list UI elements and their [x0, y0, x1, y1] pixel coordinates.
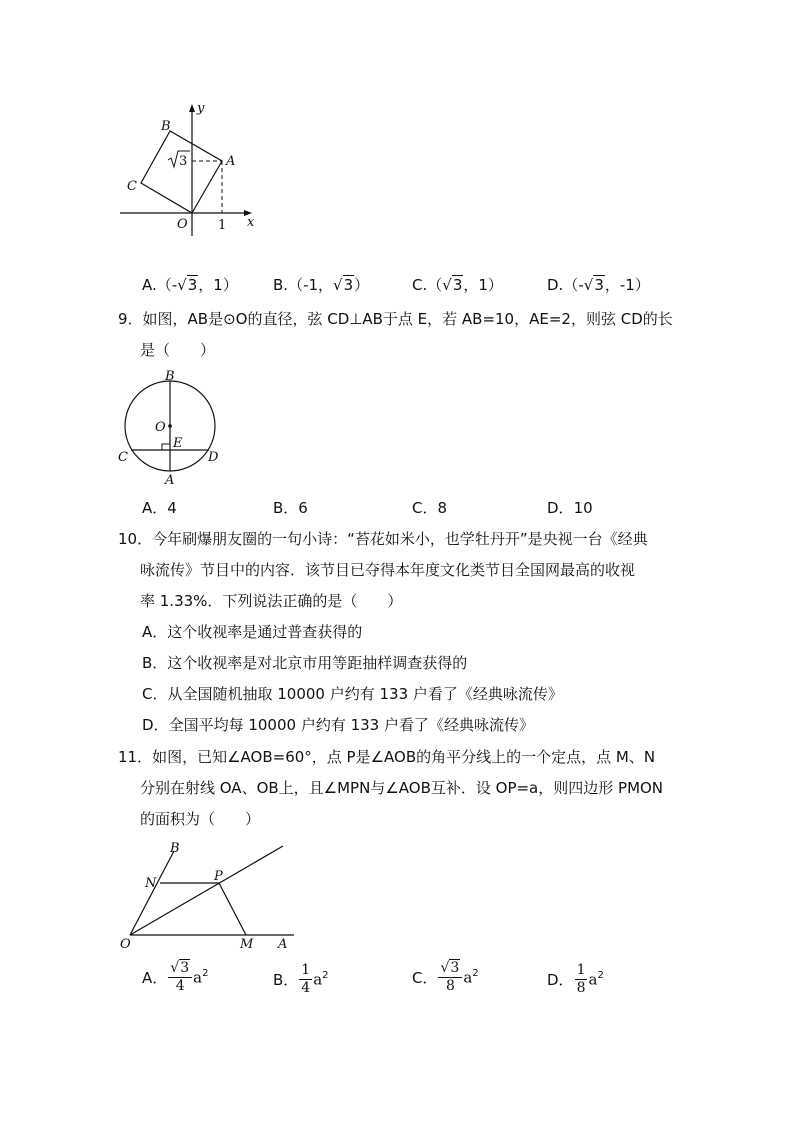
option-value: 8	[437, 499, 448, 517]
q8-figure	[110, 96, 270, 236]
option-post: ，1）	[198, 276, 238, 294]
q9-option-d[interactable]	[547, 497, 593, 518]
fraction	[299, 962, 312, 997]
q10-stem-line1: 10．今年刷爆朋友圈的一句小诗：“苔花如米小，也学牡丹开”是央视一台《经典	[118, 530, 648, 548]
fraction	[575, 962, 588, 997]
option-text: 全国平均每 10000 户约有 133 户看了《经典咏流传》	[168, 716, 534, 734]
option-letter: C．	[412, 499, 438, 517]
option-letter: C．	[142, 685, 168, 703]
label-o: O	[155, 420, 166, 435]
q11-stem-line1: 11．如图，已知∠AOB=60°，点 P是∠AOB的角平分线上的一个定点，点 M、N	[118, 748, 656, 766]
q9-figure	[112, 366, 227, 488]
label-a: A	[165, 473, 175, 488]
option-letter: D．	[142, 716, 169, 734]
q11-option-d[interactable]	[547, 962, 604, 997]
label-c: C	[118, 450, 128, 465]
segment-pm	[219, 883, 246, 935]
option-text: 这个收视率是对北京市用等距抽样调查获得的	[167, 654, 468, 672]
sqrt-symbol: √3	[177, 276, 198, 294]
sqrt-symbol: √3	[333, 276, 354, 294]
right-angle-mark	[162, 444, 170, 450]
option-letter: C.	[412, 276, 428, 294]
q11-stem-line3: 的面积为（ ）	[140, 810, 261, 828]
option-letter: A．	[142, 969, 168, 987]
label-p: P	[214, 869, 223, 884]
q11-option-b[interactable]	[273, 962, 329, 997]
label-b: B	[170, 841, 180, 856]
option-letter: B．	[142, 654, 168, 672]
option-letter: A.	[142, 276, 157, 294]
denominator: 4	[175, 978, 185, 994]
numerator	[438, 960, 462, 978]
denominator: 8	[576, 980, 586, 996]
exponent: 2	[472, 968, 479, 979]
sqrt-symbol: √3	[442, 276, 463, 294]
q9-option-b[interactable]	[273, 497, 308, 518]
q11-option-c[interactable]	[412, 960, 479, 995]
label-one: 1	[218, 218, 227, 233]
q9-option-a[interactable]	[142, 497, 177, 518]
radicand: 3	[343, 276, 354, 294]
option-letter: D．	[547, 971, 574, 989]
numerator	[168, 960, 192, 978]
center-dot	[168, 424, 172, 428]
label-sqrt3: 3	[179, 154, 188, 169]
numerator: 1	[576, 962, 586, 978]
option-pre: （-	[156, 276, 178, 294]
option-text: 从全国随机抽取 10000 户约有 133 户看了《经典咏流传》	[167, 685, 563, 703]
y-axis-arrow	[189, 104, 195, 112]
label-x: x	[247, 215, 255, 230]
q8-option-a[interactable]	[142, 274, 238, 295]
sqrt-symbol: √3	[440, 960, 460, 976]
radicand: 3	[594, 276, 604, 294]
q10-option-a[interactable]	[142, 617, 362, 648]
option-letter: B.	[273, 276, 289, 294]
square-oabc	[141, 131, 222, 213]
q11-option-a[interactable]	[142, 960, 208, 995]
label-e: E	[173, 436, 183, 451]
label-a: A	[226, 154, 236, 169]
option-letter: C．	[412, 969, 438, 987]
q10-option-c[interactable]	[142, 679, 563, 710]
option-value: 4	[167, 499, 177, 517]
denominator: 4	[301, 980, 311, 996]
radicand: 3	[450, 960, 460, 976]
q10-stem-line3: 率 1.33%．下列说法正确的是（ ）	[140, 592, 403, 610]
radicand: 3	[187, 276, 198, 294]
label-o: O	[120, 937, 131, 952]
option-pre: （-1，	[288, 276, 334, 294]
q9-stem-line1: 9．如图，AB是⊙O的直径，弦 CD⊥AB于点 E，若 AB=10，AE=2，则弦 CD的长	[118, 310, 673, 328]
numerator: 1	[301, 962, 311, 978]
label-y: y	[197, 101, 205, 116]
q8-option-d[interactable]	[547, 274, 650, 295]
sqrt-symbol: √3	[583, 276, 604, 294]
label-m: M	[240, 937, 254, 952]
option-post: ，-1）	[604, 276, 650, 294]
exponent: 2	[597, 970, 604, 981]
fraction	[438, 960, 462, 995]
q8-option-b[interactable]	[273, 274, 369, 295]
exponent: 2	[202, 968, 209, 979]
q11-figure	[112, 836, 297, 954]
option-pre: （	[427, 276, 443, 294]
sqrt-symbol: √3	[170, 960, 190, 976]
option-value: 6	[298, 499, 308, 517]
q11-stem-line2: 分别在射线 OA、OB上，且∠MPN与∠AOB互补．设 OP=a，则四边形 PMON	[140, 779, 664, 797]
exponent: 2	[322, 970, 329, 981]
variable: a	[463, 968, 473, 987]
option-letter: D.	[547, 276, 564, 294]
option-text: 这个收视率是通过普查获得的	[167, 623, 363, 641]
label-o: O	[177, 217, 188, 232]
option-pre: （-	[563, 276, 584, 294]
fraction	[168, 960, 192, 995]
q9-option-c[interactable]	[412, 497, 447, 518]
q10-stem-line2: 咏流传》节目中的内容．该节目已夺得本年度文化类节目全国网最高的收视	[140, 561, 636, 579]
q9-stem-line2: 是（ ）	[140, 341, 216, 359]
label-c: C	[127, 179, 137, 194]
label-b: B	[161, 119, 171, 134]
q10-option-b[interactable]	[142, 648, 467, 679]
option-letter: A．	[142, 499, 168, 517]
label-a: A	[278, 937, 288, 952]
option-post: ）	[354, 276, 370, 294]
q10-option-d[interactable]	[142, 710, 534, 741]
option-post: ，1）	[463, 276, 503, 294]
variable: a	[588, 970, 598, 989]
option-letter: D．	[547, 499, 574, 517]
option-value: 10	[573, 499, 593, 517]
denominator: 8	[445, 978, 455, 994]
label-n: N	[145, 876, 157, 891]
variable: a	[193, 968, 203, 987]
option-letter: B．	[273, 971, 299, 989]
radicand: 3	[452, 276, 463, 294]
option-letter: A．	[142, 623, 168, 641]
label-d: D	[208, 450, 219, 465]
option-letter: B．	[273, 499, 299, 517]
q8-option-c[interactable]	[412, 274, 503, 295]
label-b: B	[165, 369, 175, 384]
variable: a	[313, 970, 323, 989]
radicand: 3	[180, 960, 190, 976]
